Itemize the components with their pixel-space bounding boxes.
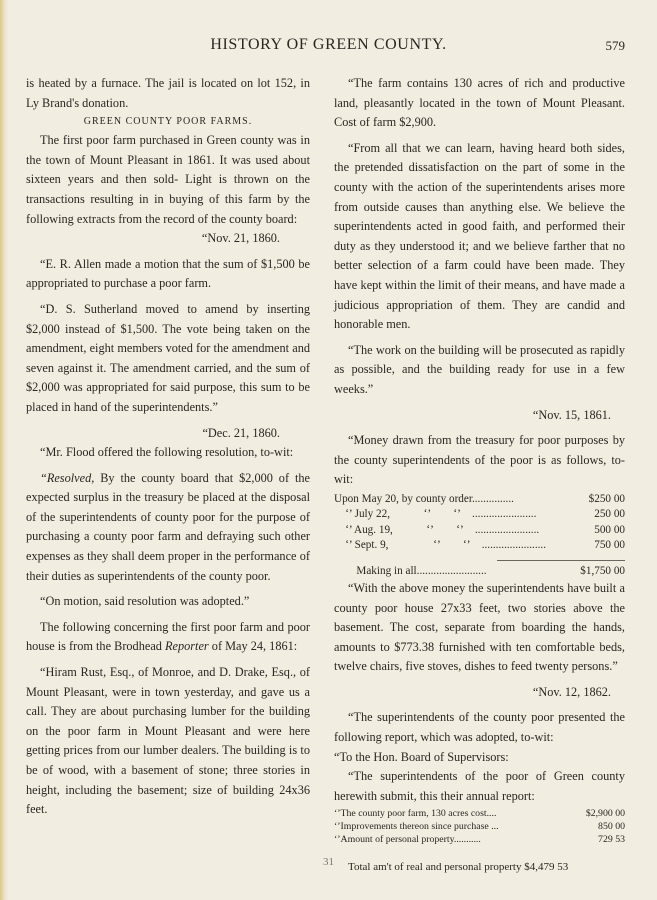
report-label: ‘’The county poor farm, 130 acres cost....: [334, 808, 497, 820]
paragraph: “The superintendents of the county poor presented the following report, which was adopted, to-wit:: [334, 710, 625, 745]
report-row: [334, 807, 625, 820]
ledger-amount: 750 00: [594, 539, 625, 552]
ledger-table: [334, 492, 625, 579]
dateline: “Nov. 15, 1861.: [532, 407, 611, 422]
dateline: “Nov. 21, 1860.: [201, 231, 280, 246]
ledger-label: ‘’ July 22, ‘’ ‘’ .......................: [334, 508, 537, 521]
report-amount: 850 00: [598, 821, 625, 833]
report-label: ‘’Improvements thereon since purchase ...: [334, 821, 499, 833]
report-row: [334, 833, 625, 846]
paragraph: “With the above money the superintendents have built a county poor house 27x33 feet, two stories above the basement. The cost, separate from boarding the hands, amounts to $773.38 furnished with ten comfortable beds, twelve chairs, five stoves, dishes to feed twenty persons.”: [334, 580, 625, 674]
signature-mark: 31: [323, 856, 334, 868]
ledger-total-label: Making in all.........................: [334, 564, 487, 577]
ledger-amount: 250 00: [594, 508, 625, 521]
dateline: “Nov. 12, 1862.: [532, 684, 611, 699]
newspaper-name: Reporter: [165, 639, 209, 654]
left-column: [26, 74, 310, 820]
sum-rule: [497, 560, 625, 561]
paragraph: “D. S. Sutherland moved to amend by inserting $2,000 instead of $1,500. The vote being taken on the amendment, eight members voted for the amendment and seven against it. The amendment carried, and the sum of $2,000 was appropriated for said purpose, this sum to be placed in hand of the superintendents.”: [26, 301, 310, 414]
right-column: [334, 74, 625, 878]
salutation: “To the Hon. Board of Supervisors:: [334, 749, 509, 764]
ledger-amount: 500 00: [594, 523, 625, 536]
resolution-paragraph: [26, 469, 310, 587]
section-heading: GREEN COUNTY POOR FARMS.: [83, 116, 253, 128]
ledger-row: [334, 523, 625, 538]
paragraph: “Mr. Flood offered the following resolution, to-wit:: [40, 445, 294, 460]
report-amount: $2,900 00: [585, 808, 625, 820]
reporter-paragraph: [26, 618, 310, 657]
ledger-label: ‘’ Sept. 9, ‘’ ‘’ .......................: [334, 539, 547, 552]
paragraph: is heated by a furnace. The jail is located on lot 152, in Ly Brand's donation.: [26, 76, 310, 110]
report-label: ‘’Amount of personal property...........: [334, 834, 481, 846]
paragraph: The first poor farm purchased in Green county was in the town of Mount Pleasant in 1861. It was used about sixteen years and then sold- Light is thrown on the transactions resulting in in buying of this farm by the following extracts from the record of the county board:: [26, 133, 310, 226]
paragraph: “Money drawn from the treasury for poor purposes by the county superintendents of the poor is as follows, to-wit:: [334, 433, 625, 487]
running-title: HISTORY OF GREEN COUNTY.: [210, 36, 447, 53]
paragraph: “E. R. Allen made a motion that the sum of $1,500 be appropriated to purchase a poor farm.: [26, 256, 310, 291]
ledger-amount: $250 00: [588, 492, 625, 505]
ledger-row: [334, 507, 625, 522]
ledger-row: [334, 538, 625, 553]
text-run: The following concerning the first poor farm and poor house is from the Brodhead: [26, 619, 310, 654]
ledger-total-row: [334, 564, 625, 579]
ledger-total-amount: $1,750 00: [580, 564, 625, 577]
ledger-row: [334, 492, 625, 507]
paragraph: “The work on the building will be prosecuted as rapidly as possible, and the building ready for use in a few weeks.”: [334, 342, 625, 396]
text-run: of May 24, 1861:: [208, 639, 298, 654]
report-amount: 729 53: [598, 834, 625, 846]
running-header: [0, 36, 657, 60]
report-row: [334, 820, 625, 833]
dateline: “Dec. 21, 1860.: [202, 425, 280, 440]
paragraph: “On motion, said resolution was adopted.”: [40, 594, 250, 609]
ledger-label: ‘’ Aug. 19, ‘’ ‘’ .......................: [334, 523, 540, 536]
report-table: [334, 807, 625, 846]
resolution-text: By the county board that $2,000 of the expected surplus in the treasury be placed at the disposal of the superintendents of county poor for the purpose of purchasing a county poor farm and defraying such other expenses as they shall deem proper in the performance of their duties as superintendents of the county poor.: [26, 470, 310, 583]
paragraph: “The farm contains 130 acres of rich and productive land, pleasantly located in the town of Mount Pleasant. Cost of farm $2,900.: [334, 76, 625, 130]
ledger-label: Upon May 20, by county order...............: [334, 492, 514, 505]
report-total: Total am't of real and personal property $4,479 53: [348, 861, 569, 874]
page-number: 579: [605, 38, 625, 53]
paragraph: “The superintendents of the poor of Green county herewith submit, this their annual report:: [334, 769, 625, 803]
resolved-word: “Resolved,: [40, 470, 95, 485]
paragraph: “Hiram Rust, Esq., of Monroe, and D. Drake, Esq., of Mount Pleasant, were in town yesterday, and gave us a call. They are about purchasing lumber for the building on the poor farm in Mount Pleasant and were here getting prices from our lumber dealers. The building is to be of wood, with a basement of stone; three stories in height, including the basement; size of building 24x36 feet.: [26, 665, 310, 817]
page-edge: [0, 0, 8, 900]
paragraph: “From all that we can learn, having heard both sides, the pretended dissatisfaction on the part of some in the county with the action of the superintendents arises more from outside causes than anything else. We believe the superintendents acted in good faith, and performed their duty as they understood it; and we believe farther that no better selection of a farm could have been made. They have kept within the limit of their means, and have made a judicious appropriation of them. They are candid and honorable men.: [334, 140, 625, 332]
